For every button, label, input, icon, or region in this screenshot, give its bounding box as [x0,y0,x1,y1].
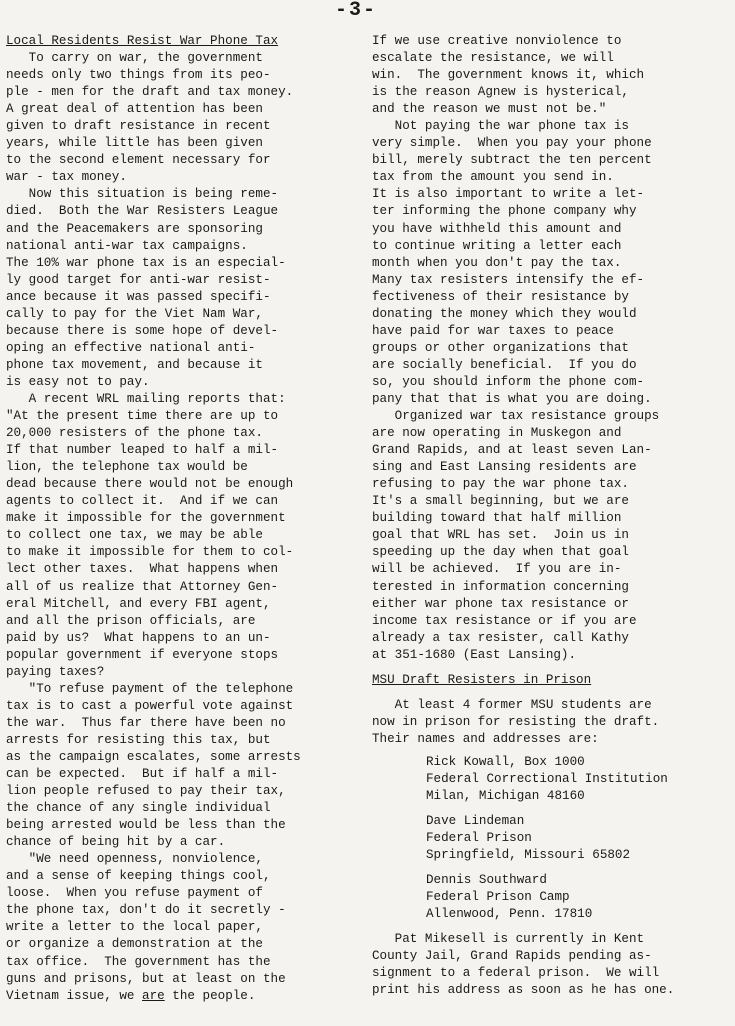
article-closing [372,931,732,999]
body-text-line: can be expected. But if half a mil- [6,767,279,782]
body-text-line: either war phone tax resistance or [372,596,629,611]
body-text-line: to the second element necessary for [6,153,271,168]
body-text-line: Pat Mikesell is currently in Kent [372,932,645,947]
body-text-line: guns and prisons, but at least on the [6,971,286,986]
body-text-line: A recent WRL mailing reports that: [6,391,286,406]
body-text-line: to make it impossible for them to col- [6,545,294,560]
body-text-line: income tax resistance or if you are [372,613,637,628]
body-text-line: write a letter to the local paper, [6,920,263,935]
body-text-line: "At the present time there are up to [6,409,279,424]
body-text-line: you have withheld this amount and [372,221,622,236]
address-line: Springfield, Missouri 65802 [426,848,631,863]
body-text-line: Now this situation is being reme- [6,187,279,202]
body-text-line: will be achieved. If you are in- [372,562,622,577]
body-text-line: County Jail, Grand Rapids pending as- [372,949,652,964]
body-text-line: tax from the amount you send in. [372,170,614,185]
body-text-line: speeding up the day when that goal [372,545,629,560]
body-text-line: to continue writing a letter each [372,238,622,253]
body-text-line: paid by us? What happens to an un- [6,630,271,645]
mailing-address [372,872,732,923]
address-line: Federal Correctional Institution [426,771,668,786]
body-text-line: phone tax movement, and because it [6,357,263,372]
body-text-line: oping an effective national anti- [6,340,256,355]
body-text-line: It is also important to write a let- [372,187,645,202]
body-text-line: ance because it was passed specifi- [6,289,271,304]
body-text-line: ly good target for anti-war resist- [6,272,271,287]
body-text-line: terested in information concerning [372,579,629,594]
body-text-line: are now operating in Muskegon and [372,426,622,441]
body-text-line: needs only two things from its peo- [6,68,271,83]
body-text-line: the phone tax, don't do it secretly - [6,903,286,918]
article-continuation [372,33,732,664]
body-text-line: It's a small beginning, but we are [372,494,629,509]
article-heading-draft-resisters: MSU Draft Resisters in Prison [372,672,592,687]
right-column [372,33,732,1000]
body-text-line: all of us realize that Attorney Gen- [6,579,279,594]
body-text-line: agents to collect it. And if we can [6,494,279,509]
mailing-address [372,754,732,805]
body-text-line: years, while little has been given [6,136,263,151]
body-text-line: already a tax resister, call Kathy [372,630,629,645]
body-text-line: 20,000 resisters of the phone tax. [6,426,263,441]
body-text-line: being arrested would be less than the [6,818,286,833]
body-text-line: chance of being hit by a car. [6,835,226,850]
body-text-line: The 10% war phone tax is an especial- [6,255,286,270]
body-text-line: and a sense of keeping things cool, [6,869,271,884]
body-text-line: paying taxes? [6,664,105,679]
body-text-line: A great deal of attention has been [6,102,263,117]
body-text-line: make it impossible for the government [6,511,286,526]
left-column [6,33,358,1005]
article-body-phone-tax [6,50,358,988]
body-text-line: bill, merely subtract the ten percent [372,153,652,168]
body-text-line: "To refuse payment of the telephone [6,681,294,696]
body-text-line: If that number leaped to half a mil- [6,443,279,458]
body-text-line: because there is some hope of devel- [6,323,279,338]
article-heading-phone-tax: Local Residents Resist War Phone Tax [6,34,279,48]
body-text-line: cally to pay for the Viet Nam War, [6,306,263,321]
body-text-line: are socially beneficial. If you do [372,357,637,372]
body-text-line: war - tax money. [6,170,127,185]
body-text-line: dead because there would not be enough [6,477,294,492]
body-text-line: groups or other organizations that [372,340,629,355]
body-text-line: as the campaign escalates, some arrests [6,749,301,764]
body-text-line: died. Both the War Resisters League [6,204,279,219]
body-text-line: lion people refused to pay their tax, [6,784,286,799]
address-line: Rick Kowall, Box 1000 [426,754,585,769]
body-text-line: ter informing the phone company why [372,204,637,219]
last-line-post: the people. [164,988,256,1003]
body-text-line: very simple. When you pay your phone [372,136,652,151]
body-text-line: lion, the telephone tax would be [6,460,248,475]
body-text-line: print his address as soon as he has one. [372,983,675,998]
body-text-line: and all the prison officials, are [6,613,256,628]
body-text-line: Many tax resisters intensify the ef- [372,272,645,287]
article-last-line [6,988,358,1005]
body-text-line: ple - men for the draft and tax money. [6,85,294,100]
body-text-line: goal that WRL has set. Join us in [372,528,629,543]
body-text-line: the war. Thus far there have been no [6,715,286,730]
body-text-line: win. The government knows it, which [372,68,645,83]
body-text-line: To carry on war, the government [6,51,263,66]
body-text-line: signment to a federal prison. We will [372,966,660,981]
body-text-line: is the reason Agnew is hysterical, [372,85,629,100]
body-text-line: at 351-1680 (East Lansing). [372,647,577,662]
body-text-line: and the Peacemakers are sponsoring [6,221,263,236]
body-text-line: building toward that half million [372,511,622,526]
address-list [372,754,732,931]
emphasized-word: are [142,988,165,1003]
body-text-line: popular government if everyone stops [6,647,279,662]
body-text-line: loose. When you refuse payment of [6,886,263,901]
body-text-line: At least 4 former MSU students are [372,697,652,712]
body-text-line: or organize a demonstration at the [6,937,263,952]
body-text-line: given to draft resistance in recent [6,119,271,134]
address-line: Federal Prison [426,831,532,846]
body-text-line: fectiveness of their resistance by [372,289,629,304]
body-text-line: national anti-war tax campaigns. [6,238,248,253]
body-text-line: have paid for war taxes to peace [372,323,614,338]
body-text-line: donating the money which they would [372,306,637,321]
address-line: Dennis Southward [426,873,547,888]
body-text-line: arrests for resisting this tax, but [6,732,271,747]
mailing-address [372,813,732,864]
body-text-line: If we use creative nonviolence to [372,34,622,48]
body-text-line: escalate the resistance, we will [372,51,614,66]
body-text-line: is easy not to pay. [6,374,150,389]
body-text-line: "We need openness, nonviolence, [6,852,263,867]
last-line-pre: Vietnam issue, we [6,988,143,1003]
body-text-line: to collect one tax, we may be able [6,528,263,543]
body-text-line: Organized war tax resistance groups [372,409,660,424]
body-text-line: sing and East Lansing residents are [372,460,637,475]
body-text-line: Grand Rapids, and at least seven Lan- [372,443,652,458]
body-text-line: month when you don't pay the tax. [372,255,622,270]
body-text-line: and the reason we must not be." [372,102,607,117]
body-text-line: Not paying the war phone tax is [372,119,629,134]
address-line: Federal Prison Camp [426,890,570,905]
page-number: -3- [335,0,378,22]
address-line: Dave Lindeman [426,814,525,829]
address-line: Milan, Michigan 48160 [426,789,585,804]
body-text-line: tax is to cast a powerful vote against [6,698,294,713]
body-text-line: the chance of any single individual [6,801,271,816]
body-text-line: tax office. The government has the [6,954,271,969]
body-text-line: lect other taxes. What happens when [6,562,279,577]
body-text-line: so, you should inform the phone com- [372,374,645,389]
body-text-line: eral Mitchell, and every FBI agent, [6,596,271,611]
body-text-line: pany that that is what you are doing. [372,391,652,406]
article-body-draft-resisters [372,697,732,748]
address-line: Allenwood, Penn. 17810 [426,907,593,922]
body-text-line: refusing to pay the war phone tax. [372,477,629,492]
body-text-line: now in prison for resisting the draft. [372,714,660,729]
body-text-line: Their names and addresses are: [372,731,599,746]
